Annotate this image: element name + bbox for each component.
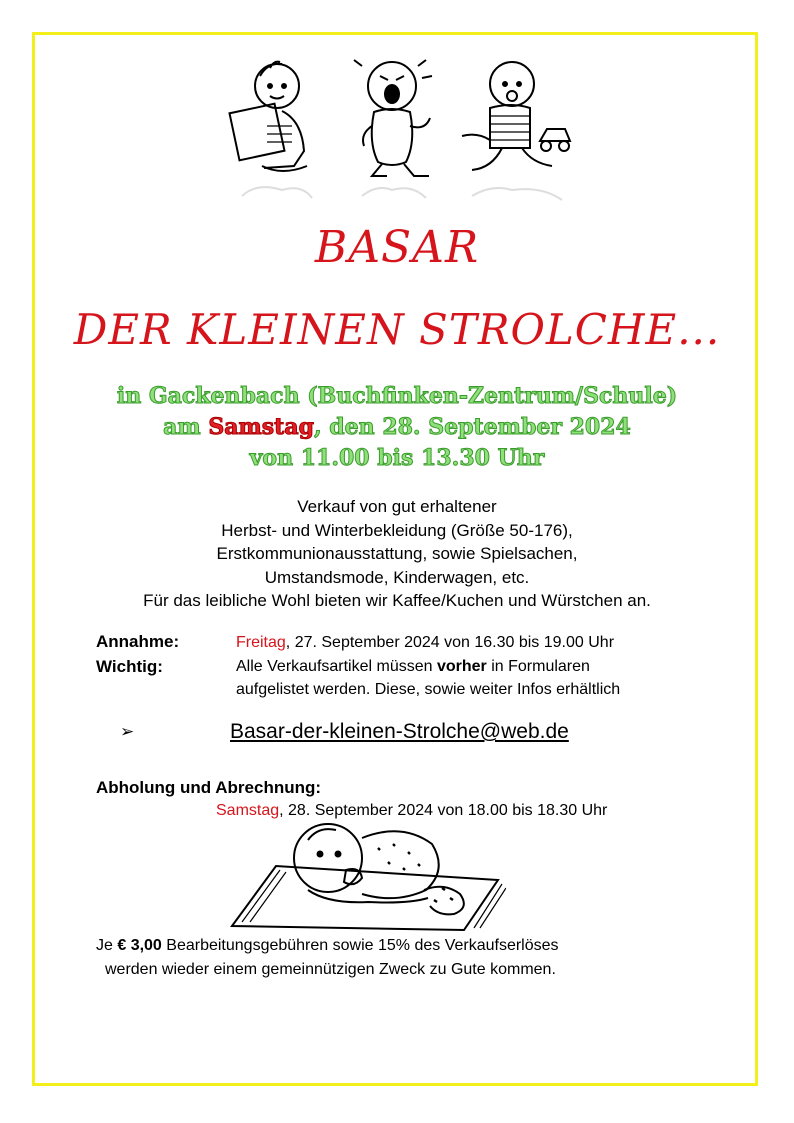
event-date-rest: , den 28. September 2024	[313, 414, 631, 440]
wichtig-text-a: Alle Verkaufsartikel müssen	[236, 658, 437, 675]
abholung-rest: , 28. September 2024 von 18.00 bis 18.30 Uhr	[279, 802, 608, 819]
wichtig-text-b: in Formularen	[486, 658, 590, 675]
fee-line2: werden wieder einem gemeinnützigen Zweck zu Gute kommen.	[105, 961, 556, 978]
fee-text-a: Je	[96, 937, 118, 954]
event-day: Samstag	[208, 414, 314, 440]
fee-line1	[96, 934, 559, 958]
fee-amount: € 3,00	[117, 937, 162, 954]
intro-line: Erstkommunionausstattung, sowie Spielsachen,	[216, 544, 578, 563]
fee-note	[96, 934, 559, 982]
abholung-day: Samstag	[216, 802, 280, 819]
fee-text-b: Bearbeitungsgebühren sowie 15% des Verkaufserlöses	[161, 937, 559, 954]
title-strolche: DER KLEINEN STROLCHE...	[73, 305, 721, 354]
annahme-rest: , 27. September 2024 von 16.30 bis 19.00 Uhr	[285, 634, 615, 651]
event-date-prefix: am	[163, 414, 209, 440]
title-basar: BASAR	[314, 222, 480, 273]
arrow-bullet-icon: ➢	[120, 722, 135, 741]
event-date	[0, 412, 794, 443]
kids-illustration	[222, 46, 572, 214]
wichtig-label: Wichtig:	[96, 657, 163, 676]
annahme-label: Annahme:	[96, 632, 180, 651]
event-location: in Gackenbach (Buchfinken-Zentrum/Schule)	[116, 383, 678, 409]
intro-line: Herbst- und Winterbekleidung (Größe 50-176),	[221, 520, 573, 540]
abholung-label: Abholung und Abrechnung:	[96, 778, 322, 797]
contact-email-link[interactable]: Basar-der-kleinen-Strolche@web.de	[230, 720, 569, 743]
intro-line: Umstandsmode, Kinderwagen, etc.	[264, 567, 530, 587]
intro-line: Für das leibliche Wohl bieten wir Kaffee/Kuchen und Würstchen an.	[143, 591, 651, 610]
intro-line: Verkauf von gut erhaltener	[297, 497, 497, 516]
annahme-day: Freitag	[236, 634, 286, 651]
wichtig-bold: vorher	[436, 658, 487, 675]
wichtig-line1	[236, 658, 590, 676]
event-time: von 11.00 bis 13.30 Uhr	[249, 445, 545, 471]
wichtig-line2: aufgelistet werden. Diese, sowie weiter Infos erhältlich	[236, 681, 621, 698]
intro-text	[0, 495, 794, 613]
annahme-info	[236, 634, 614, 652]
baby-illustration	[228, 818, 506, 932]
